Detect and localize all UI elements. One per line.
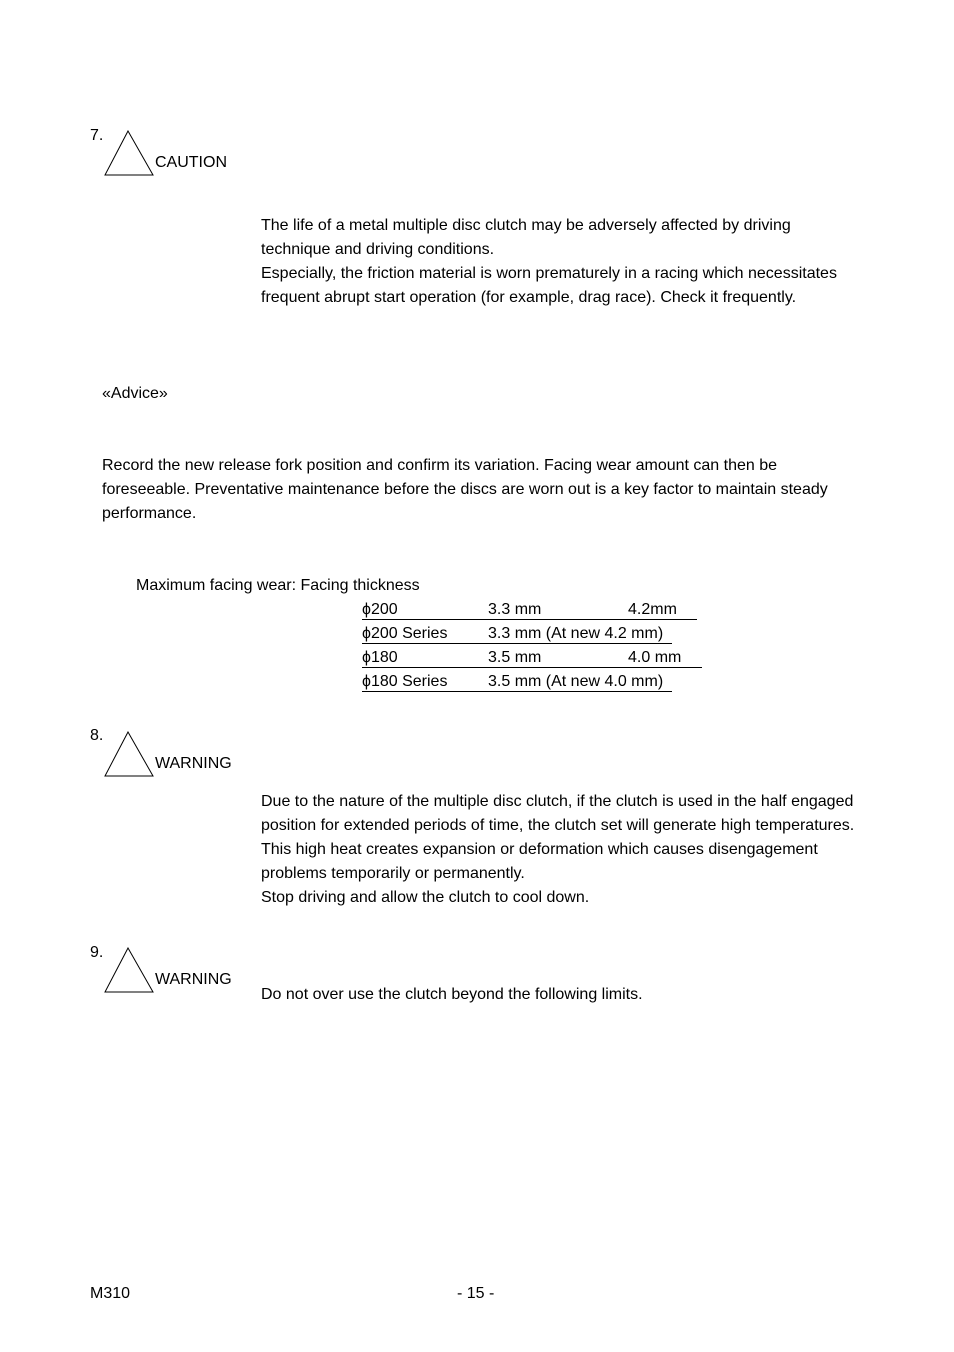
warning-triangle-icon [104, 731, 154, 777]
section-8-paragraph-1: Due to the nature of the multiple disc clutch, if the clutch is used in the half engaged position for extended periods of time, the clutch set will generate high temperatures. This high heat creates expansion or deformation which causes disengagement problems temporarily or permanently. [261, 793, 855, 882]
footer-document-id: M310 [90, 1285, 131, 1302]
footer-page-number: - 15 - [457, 1285, 495, 1302]
caution-label: CAUTION [155, 154, 227, 171]
warning-label: WARNING [155, 971, 232, 988]
wear-model: ϕ200 Series [362, 625, 448, 642]
warning-label: WARNING [155, 755, 232, 772]
section-7-paragraph-1: The life of a metal multiple disc clutch may be adversely affected by driving technique and driving conditions. [261, 217, 791, 258]
wear-new-thickness: 4.0 mm [628, 649, 682, 666]
wear-table-title: Maximum facing wear: Facing thickness [136, 577, 420, 594]
caution-triangle-icon [104, 130, 154, 176]
section-7-paragraph-2: Especially, the friction material is worn prematurely in a racing which necessitates frequent abrupt start operation (for example, drag race). Check it frequently. [261, 265, 837, 306]
section-7-number: 7. [90, 127, 104, 144]
wear-min-thickness: 3.5 mm (At new 4.0 mm) [488, 673, 664, 690]
row-underline [362, 691, 672, 692]
section-8-paragraph-2: Stop driving and allow the clutch to cool down. [261, 889, 590, 906]
row-underline [362, 667, 702, 668]
advice-paragraph: Record the new release fork position and confirm its variation. Facing wear amount can then be foreseeable. Preventative maintenance before the discs are worn out is a key factor to maintain steady performance. [102, 457, 828, 522]
advice-heading: «Advice» [102, 385, 168, 402]
section-9-paragraph: Do not over use the clutch beyond the following limits. [261, 986, 643, 1003]
wear-min-thickness: 3.3 mm [488, 601, 542, 618]
section-8-number: 8. [90, 727, 104, 744]
row-underline [362, 643, 672, 644]
wear-min-thickness: 3.3 mm (At new 4.2 mm) [488, 625, 664, 642]
section-9-number: 9. [90, 944, 104, 961]
warning-triangle-icon [104, 947, 154, 993]
wear-model: ϕ180 [362, 649, 398, 666]
wear-model: ϕ180 Series [362, 673, 448, 690]
row-underline [362, 619, 697, 620]
wear-new-thickness: 4.2mm [628, 601, 677, 618]
wear-min-thickness: 3.5 mm [488, 649, 542, 666]
wear-model: ϕ200 [362, 601, 398, 618]
